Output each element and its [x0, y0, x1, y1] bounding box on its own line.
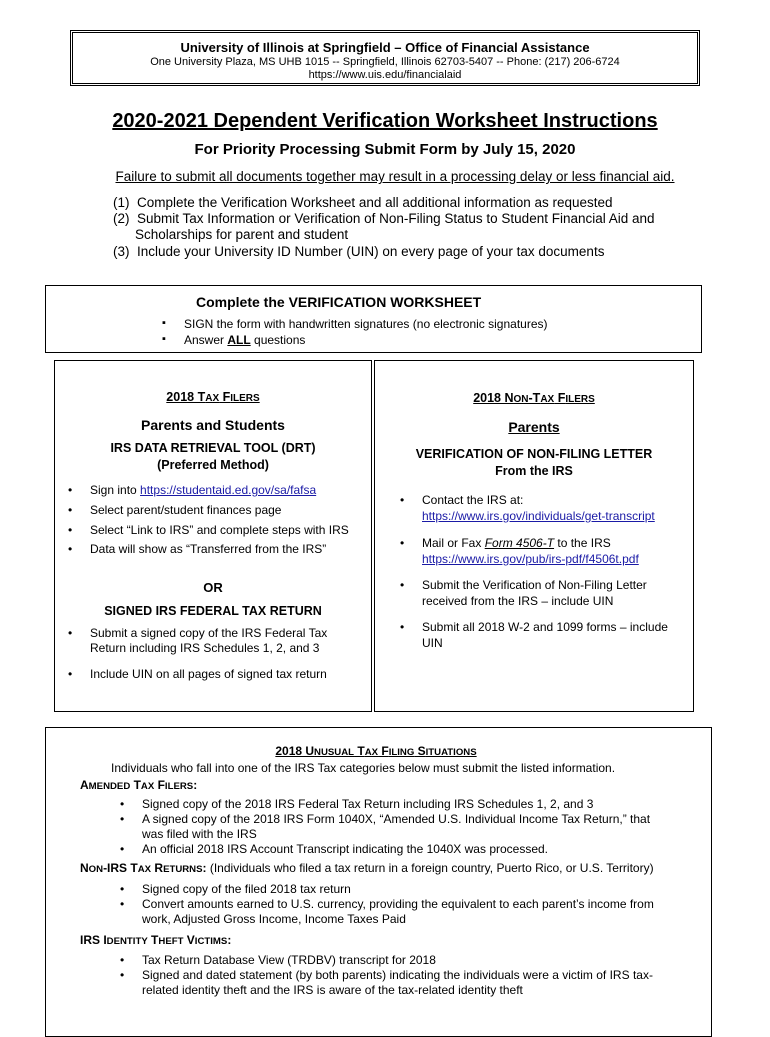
non-filing-item-contact: • Contact the IRS at: https://www.irs.gov/individuals/get-transcript — [422, 492, 692, 524]
identity-theft-list — [142, 953, 702, 998]
identity-theft-item-2: • Signed and dated statement (by both parents) indicating the individuals were a victim of IRS tax- related identity theft and the IRS is aware of the tax-related identity theft — [142, 968, 702, 998]
worksheet-heading: Complete the VERIFICATION WORKSHEET — [196, 294, 482, 310]
office-address: One University Plaza, MS UHB 1015 -- Springfield, Illinois 62703-5407 -- Phone: (217) 206-6724 — [150, 56, 620, 68]
non-filing-list — [422, 492, 692, 651]
tax-filers-who: Parents and Students — [141, 417, 285, 433]
amended-item-1: • Signed copy of the 2018 IRS Federal Tax Return including IRS Schedules 1, 2, and 3 — [142, 797, 702, 812]
identity-theft-item-1: • Tax Return Database View (TRDBV) transcript for 2018 — [142, 953, 702, 968]
answer-all: ALL — [227, 333, 251, 347]
office-title: University of Illinois at Springfield – Office of Financial Assistance — [180, 40, 590, 55]
answer-suffix: questions — [250, 333, 306, 347]
non-tax-filers-heading: 2018 NON-TAX FILERS — [473, 391, 595, 405]
non-irs-heading: NON-IRS TAX RETURNS: (Individuals who filed a tax return in a foreign country, Puerto Rico, or U.S. Territory) — [80, 861, 654, 875]
office-url[interactable]: https://www.uis.edu/financialaid — [308, 69, 462, 81]
signed-return-list — [90, 626, 370, 682]
or-separator: OR — [203, 580, 223, 595]
amended-item-3: • An official 2018 IRS Account Transcript indicating the 1040X was processed. — [142, 842, 702, 857]
form-4506t: Form 4506-T — [484, 536, 555, 550]
drt-item-select: • Select parent/student finances page — [90, 503, 370, 518]
drt-heading: IRS DATA RETRIEVAL TOOL (DRT) — [110, 441, 316, 455]
drt-list — [90, 483, 370, 557]
worksheet-item-sign: ▪ SIGN the form with handwritten signatures (no electronic signatures) — [184, 317, 548, 331]
non-irs-item-2: • Convert amounts earned to U.S. currency, providing the equivalent to each parent’s income from work, Adjusted Gross Income, Income Taxes Paid — [142, 897, 702, 927]
worksheet-list — [184, 317, 548, 347]
step-3: (3) Include your University ID Number (UIN) on every page of your tax documents — [113, 244, 605, 259]
drt-item-signin: • Sign into https://studentaid.ed.gov/sa/fafsa — [90, 483, 370, 498]
drt-preferred: (Preferred Method) — [157, 458, 269, 472]
step-1: (1) Complete the Verification Worksheet and all additional information as requested — [113, 195, 613, 210]
non-filing-item-submit-forms: • Submit all 2018 W-2 and 1099 forms – include UIN — [422, 619, 692, 651]
tax-filers-heading: 2018 TAX FILERS — [166, 390, 260, 404]
page-title: 2020-2021 Dependent Verification Worksheet Instructions — [112, 110, 658, 132]
signed-return-heading: SIGNED IRS FEDERAL TAX RETURN — [104, 604, 322, 618]
non-tax-filers-who: Parents — [508, 419, 560, 435]
non-irs-note: (Individuals who filed a tax return in a foreign country, Puerto Rico, or U.S. Territory) — [206, 861, 654, 875]
drt-item-transferred: • Data will show as “Transferred from the IRS” — [90, 542, 370, 557]
unusual-heading: 2018 UNUSUAL TAX FILING SITUATIONS — [275, 744, 477, 758]
non-filing-letter-heading: VERIFICATION OF NON-FILING LETTER — [415, 447, 653, 461]
amended-item-2: • A signed copy of the 2018 IRS Form 1040X, “Amended U.S. Individual Income Tax Return,” that was filed with the IRS — [142, 812, 702, 842]
worksheet-item-answer — [184, 333, 548, 347]
step-2: (2) Submit Tax Information or Verification of Non-Filing Status to Student Financial Aid and — [113, 211, 655, 226]
amended-heading: AMENDED TAX FILERS: — [80, 778, 198, 792]
non-irs-list — [142, 882, 702, 927]
amended-list — [142, 797, 702, 857]
get-transcript-link[interactable]: https://www.irs.gov/individuals/get-transcript — [422, 509, 655, 523]
signed-item-submit: • Submit a signed copy of the IRS Federal Tax Return including IRS Schedules 1, 2, and 3 — [90, 626, 370, 656]
page-subtitle: For Priority Processing Submit Form by July 15, 2020 — [194, 141, 576, 158]
f4506t-link[interactable]: https://www.irs.gov/pub/irs-pdf/f4506t.pdf — [422, 552, 639, 566]
non-filing-from: From the IRS — [495, 464, 573, 478]
step-2-cont: Scholarships for parent and student — [135, 227, 349, 242]
non-irs-item-1: • Signed copy of the filed 2018 tax return — [142, 882, 702, 897]
non-filing-item-mail: • Mail or Fax Form 4506-T to the IRS https://www.irs.gov/pub/irs-pdf/f4506t.pdf — [422, 535, 692, 567]
unusual-intro: Individuals who fall into one of the IRS Tax categories below must submit the listed information. — [111, 761, 616, 775]
non-filing-item-submit-letter: • Submit the Verification of Non-Filing Letter received from the IRS – include UIN — [422, 577, 692, 609]
warning-text: Failure to submit all documents together may result in a processing delay or less financial aid. — [115, 169, 675, 184]
identity-theft-heading: IRS IDENTITY THEFT VICTIMS: — [80, 933, 232, 947]
answer-prefix: Answer — [184, 333, 228, 347]
signed-item-uin: • Include UIN on all pages of signed tax return — [90, 667, 370, 682]
drt-item-link: • Select “Link to IRS” and complete steps with IRS — [90, 523, 370, 538]
fafsa-link[interactable]: https://studentaid.ed.gov/sa/fafsa — [140, 483, 317, 497]
